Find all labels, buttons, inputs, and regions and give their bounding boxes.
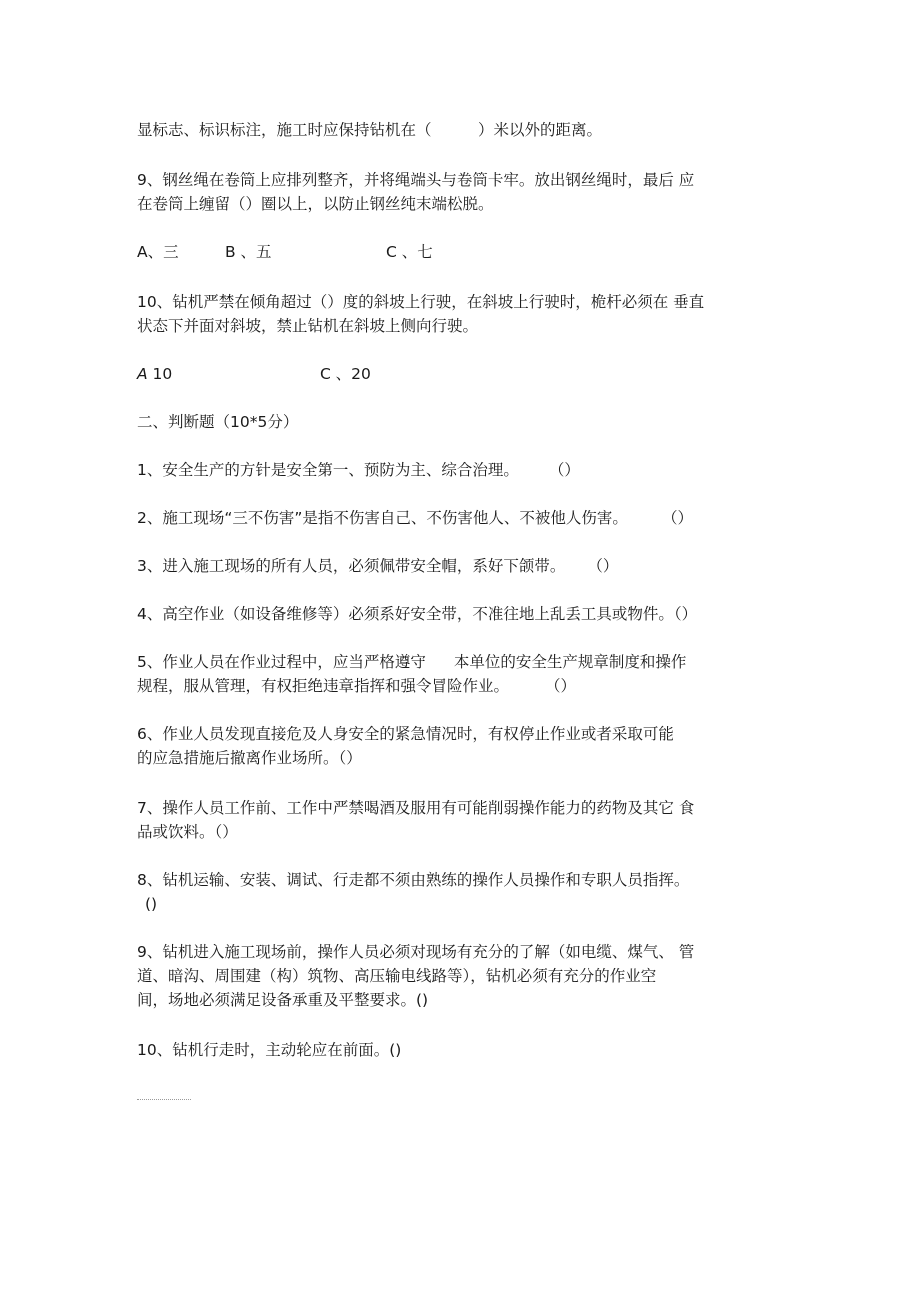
question-9-options [137, 240, 777, 264]
option-c: C 、七 [386, 243, 433, 261]
option-a-value: 10 [152, 365, 173, 383]
footer-divider [137, 1099, 191, 1100]
judge-item-3 [137, 554, 777, 578]
judge-item-5-line-2 [137, 674, 777, 698]
judge-item-5-line-1b: 本单位的安全生产规章制度和操作 [453, 653, 687, 671]
judge-item-7-line-1: 7、操作人员工作前、工作中严禁喝酒及服用有可能削弱操作能力的药物及其它 食 [137, 799, 695, 817]
judge-item-4-text: 4、高空作业（如设备维修等）必须系好安全带，不准往地上乱丢工具或物件。 [137, 605, 674, 623]
option-a: A、三 [137, 243, 179, 261]
judge-item-6-line-1: 6、作业人员发现直接危及人身安全的紧急情况时，有权停止作业或者采取可能 [137, 725, 674, 743]
section-2-title: 二、判断题（10*5分） [137, 413, 299, 431]
option-a-letter: A [137, 365, 148, 383]
judge-item-10: 10、钻机行走时，主动轮应在前面。() [137, 1041, 402, 1059]
judge-item-2-text: 2、施工现场“三不伤害”是指不伤害自己、不伤害他人、不被他人伤害。 [137, 509, 628, 527]
judge-item-9-line-2: 道、暗沟、周围建（构）筑物、高压输电线路等），钻机必须有充分的作业空 [137, 967, 657, 985]
judge-item-7-line-2: 品或饮料。（） [137, 823, 238, 841]
judge-item-8-line-2: () [145, 895, 158, 913]
judge-item-6-line-2: 的应急措施后撤离作业场所。（） [137, 749, 362, 767]
judge-item-5-line-1 [137, 650, 777, 674]
judge-item-5-mark: （） [545, 677, 577, 695]
question-9-line-2: 在卷筒上缠留（）圈以上，以防止钢丝纯末端松脱。 [137, 195, 494, 213]
option-a [137, 362, 315, 386]
question-9-line-1: 9、钢丝绳在卷筒上应排列整齐，并将绳端头与卷筒卡牢。放出钢丝绳时，最后 应 [137, 171, 695, 189]
judge-item-2-mark: （） [661, 509, 693, 527]
judge-item-1-mark: （） [548, 461, 580, 479]
judge-item-8-line-1: 8、钻机运输、安装、调试、行走都不须由熟练的操作人员操作和专职人员指挥。 [137, 871, 690, 889]
judge-item-4-mark: （） [673, 605, 698, 623]
judge-item-5-line-2-text: 规程，服从管理，有权拒绝违章指挥和强令冒险作业。 [137, 677, 510, 695]
judge-item-1 [137, 458, 777, 482]
question-10-options [137, 362, 777, 386]
judge-item-5-line-1a: 5、作业人员在作业过程中，应当严格遵守 [137, 653, 426, 671]
judge-item-2 [137, 506, 777, 530]
judge-item-3-mark: （） [587, 557, 619, 575]
judge-item-9-line-3: 间，场地必须满足设备承重及平整要求。() [137, 991, 429, 1009]
question-8-continuation: 显标志、标识标注，施工时应保持钻机在（ ）米以外的距离。 [137, 121, 603, 139]
judge-item-1-text: 1、安全生产的方针是安全第一、预防为主、综合治理。 [137, 461, 519, 479]
option-c: C 、20 [319, 365, 371, 383]
question-10-line-1: 10、钻机严禁在倾角超过（）度的斜坡上行驶，在斜坡上行驶时，桅杆必须在 垂直 [137, 293, 705, 311]
option-b: B 、五 [225, 243, 272, 261]
judge-item-9-line-1: 9、钻机进入施工现场前，操作人员必须对现场有充分的了解（如电缆、煤气、 管 [137, 943, 695, 961]
question-10-line-2: 状态下并面对斜坡，禁止钻机在斜坡上侧向行驶。 [137, 317, 479, 335]
judge-item-3-text: 3、进入施工现场的所有人员，必须佩带安全帽，系好下颌带。 [137, 557, 566, 575]
judge-item-4 [137, 602, 777, 626]
